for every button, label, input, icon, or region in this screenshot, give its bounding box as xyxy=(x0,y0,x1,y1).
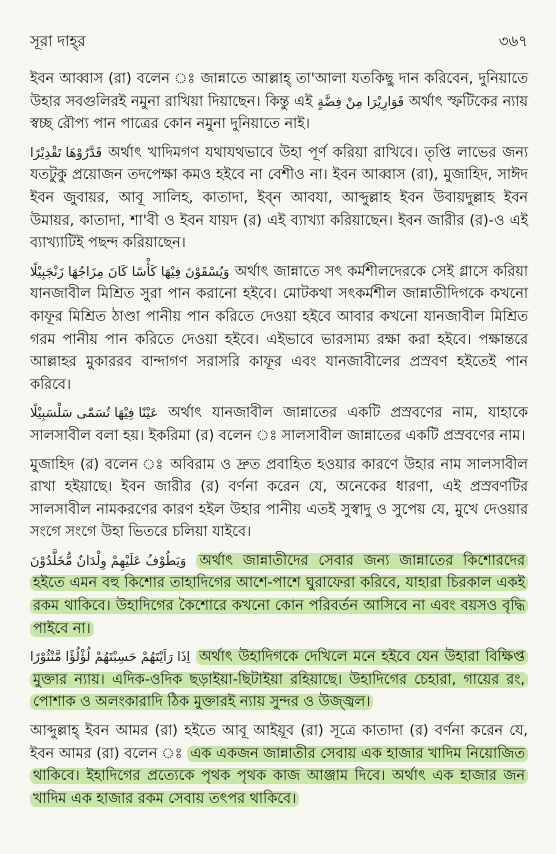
page-body xyxy=(30,68,528,816)
arabic-verse: وَيَطُوْفُ عَلَيْهِمْ وِلْدَانٌ مُّخَلَّدُوْنَ xyxy=(30,553,187,569)
paragraph-text: আব্দুল্লাহ্ ইবন আমর (রা) হইতে আবূ আইয়ূব (রা) সূত্রে কাতাদা (র) বর্ণনা করেন যে, ইবন আমর (রা) বলেন ঃ xyxy=(30,723,528,762)
highlighted-text: এক একজন জান্নাতীর সেবায় এক হাজার খাদিম নিয়োজিত থাকিবে। ইহাদিগের প্রত্যেকে পৃথক পৃথক কাজ আঞ্জাম দিবে। অর্থাৎ এক হাজার জন খাদিম এক হাজার রকম সেবায় তৎপর থাকিবে। xyxy=(30,746,528,807)
arabic-verse: قَوَارِيْرَا مِنْ فِضَّةٍ xyxy=(317,94,405,110)
paragraph xyxy=(30,68,528,136)
paragraph-text: মুজাহিদ (র) বলেন ঃ অবিরাম ও দ্রুত প্রবাহিত হওয়ার কারণে উহার নাম সালসাবীল রাখা হইয়াছে। ইবন জারীর (র) বর্ণনা করেন যে, অনেকের ধারণা, এই প্রস্রবণটির সালসাবীল নামকরণের কারণ হইল উহার পানীয় এতই সুস্বাদু ও সুপেয় যে, মুখে দেওয়ার সংগে সংগে উহা ভিতরে চলিয়া যাইবে। xyxy=(30,456,528,541)
paragraph xyxy=(30,550,528,640)
paragraph-text: অর্থাৎ জান্নাতে সৎ কর্মশীলদেরকে সেই গ্লাসে করিয়া যানজাবীল মিশ্রিত সুরা পান করানো হইবে। মোটকথা সৎকর্মশীল জান্নাতীদিগকে কখনো কাফূর মিশ্রিত ঠাণ্ডা পানীয় পান করিতে দেওয়া হইবে আবার কখনো যানজাবীল মিশ্রিত গরম পানীয় পান করিতে দেওয়া হইবে। এইভাবে ভারসাম্য রক্ষা করা হইবে। পক্ষান্তরে আল্লাহর মুকাররব বান্দাগণ সরাসরি কাফূর এবং যানজাবীলের প্রস্রবণ হইতেই পান করিবে। xyxy=(30,263,528,393)
paragraph-text: অর্থাৎ খাদিমগণ যথাযথভাবে উহা পূর্ণ করিয়া রাখিবে। তৃপ্তি লাভের জন্য যতটুকু প্রয়োজন তদপেক্ষা কমও হইবে না বেশীও না। ইবন আব্বাস (রা), মুজাহিদ, সাঈদ ইবন জুবায়র, আবূ সালিহ, কাতাদা, ইব্ন আবযা, আব্দুল্লাহ ইবন উবায়দুল্লাহ ইবন উমায়র, কাতাদা, শা'বী ও ইবন যায়দ (র) এই ব্যাখ্যা করিয়াছেন। ইবন জারীর (র)-ও এই ব্যাখ্যাটিই পছন্দ করিয়াছেন। xyxy=(30,144,528,252)
paragraph xyxy=(30,454,528,544)
paragraph xyxy=(30,720,528,810)
surah-title: সূরা দাহ্‌র xyxy=(30,32,86,50)
highlighted-text: অর্থাৎ উহাদিগকে দেখিলে মনে হইবে যেন উহারা বিক্ষিপ্ত মুক্তার ন্যায়। এদিক-ওদিক ছড়াইয়া-ছিটাইয়া রহিয়াছে। উহাদিগের চেহারা, গায়ের রং, পোশাক ও অলংকারাদি ঠিক মুক্তারই ন্যায় সুন্দর ও উজ্জ্বল। xyxy=(30,649,528,710)
highlighted-text: অর্থাৎ জান্নাতীদের সেবার জন্য জান্নাতের কিশোরদের হইতে এমন বহু কিশোর তাহাদিগের আশে-পাশে ঘুরাফেরা করিবে, যাহারা চিরকাল একই রকম থাকিবে। উহাদিগের কৈশোরে কখনো কোন পরিবর্তন আসিবে না এবং বয়সও বৃদ্ধি পাইবে না। xyxy=(30,553,528,637)
arabic-verse: عَيْنًا فِيْهَا تُسَمّٰى سَلْسَبِيْلًا xyxy=(30,406,159,422)
paragraph xyxy=(30,142,528,255)
paragraph-text: ইবন আব্বাস (রা) বলেন ঃ জান্নাতে আল্লাহ্ তা'আলা যতকিছু দান করিবেন, দুনিয়াতে উহার সবগুলিরই নমুনা রাখিয়া দিয়াছেন। কিন্তু এই xyxy=(30,71,528,110)
arabic-verse: قَدَّرُوْهَا تَقْدِيْرًا xyxy=(30,145,102,161)
paragraph xyxy=(30,261,528,397)
paragraph xyxy=(30,402,528,447)
paragraph-text: অর্থাৎ যানজাবীল জান্নাতের একটি প্রস্রবণের নাম, যাহাকে সালসাবীল বলা হয়। ইকরিমা (র) বলেন ঃ সালসাবীল জান্নাতের একটি প্রস্রবণের নাম। xyxy=(30,405,528,444)
arabic-verse: اِذَا رَاَيْتَهُمْ حَسِبْتَهُمْ لُؤْلُؤًا مَّنْثُوْرًا xyxy=(30,650,191,666)
page-number: ৩৬৭ xyxy=(498,32,528,50)
running-header xyxy=(30,30,528,52)
paragraph xyxy=(30,646,528,714)
arabic-verse: وَيُسْقَوْنَ فِيْهَا كَأْسًا كَانَ مِزَاجُهَا زَنْجَبِيْلًا xyxy=(30,264,230,280)
paragraph-text: অর্থাৎ স্ফটিকের ন্যায় স্বচ্ছ রৌপ্য পান পাত্রের কোন নমুনা দুনিয়াতে নাই। xyxy=(30,93,529,133)
